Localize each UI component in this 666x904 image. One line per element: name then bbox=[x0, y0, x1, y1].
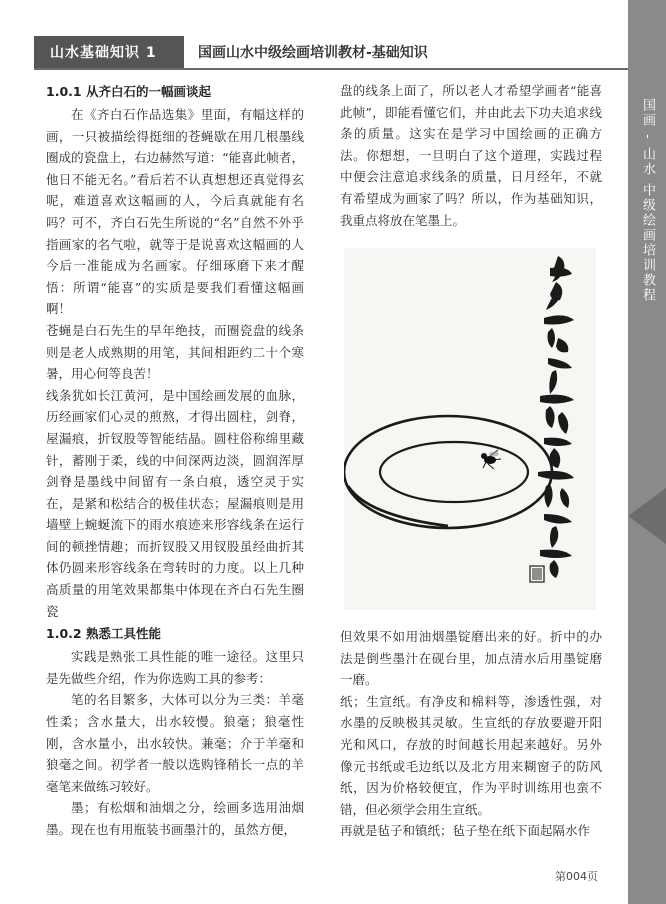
side-notch bbox=[628, 488, 666, 544]
calligraphy-brushwork bbox=[538, 256, 574, 578]
fly-icon bbox=[481, 450, 501, 469]
paragraph: 线条犹如长江黄河，是中国绘画发展的血脉，历经画家们心灵的煎熬，才得出圆柱，剑脊，屋漏痕，折钗股等智能结晶。圆柱俗称绵里藏针，蓄刚于柔，线的中间深两边淡，圆润浑厚剑脊是墨线中间留有一条白痕，透空灵于实在，是紧和松结合的极佳状态；屋漏痕则是用墙壁上蜿蜒流下的雨水痕迹来形容线条在运行间的顿挫情趣；而折钗股又用钗股虽经曲折其体仍圆来形容线条在弯转时的力度。以上几种高质量的用笔效果都集中体现在齐白石先生圈瓷 bbox=[46, 387, 304, 619]
left-column bbox=[46, 80, 304, 841]
header-rule bbox=[34, 68, 628, 70]
paragraph: 墨；有松烟和油烟之分，绘画多选用油烟墨。现在也有用瓶装书画墨汁的，虽然方便， bbox=[46, 800, 304, 837]
paragraph: 苍蝇是白石先生的早年绝技，而圈瓷盘的线条则是老人成熟期的用笔，其间相距约二十个寒暑，用心何等良苦！ bbox=[46, 322, 304, 382]
side-vertical-title: 国画 - 山水 中级绘画培训教程 bbox=[640, 98, 655, 304]
section-heading-2: 1.0.2 熟悉工具性能 bbox=[46, 626, 161, 642]
paragraph: 但效果不如用油烟墨锭磨出来的好。折中的办法是倒些墨汁在砚台里，加点清水后用墨锭磨一磨。 bbox=[340, 629, 602, 688]
paragraph: 在《齐白石作品选集》里面，有幅这样的画，一只被描绘得挺细的苍蝇歇在用几根墨线圈成的瓷盘上，右边赫然写道：“能喜此帧者，他日不能无名。”看后若不认真想想还真觉得玄呢，难道喜欢这幅画的人，今后真就能有名吗？可不，齐白石先生所说的“名”自然不外乎指画家的名气啦，就等于是说喜欢这幅画的人今后一准能成为名画家。仔细琢磨下来才醒悟：所谓“能喜”的实质是要我们看懂这幅画啊！ bbox=[46, 107, 304, 317]
painting-fly-on-plate bbox=[344, 248, 596, 610]
plate-inner-line bbox=[380, 442, 528, 502]
painting-image bbox=[344, 248, 596, 610]
paragraph: 笔的名目繁多，大体可以分为三类：羊毫性柔；含水量大，出水较慢。狼毫；狼毫性刚，含水量小，出水较快。兼毫；介于羊毫和狼毫之间。初学者一般以选购锋稍长一点的羊毫笔来做练习较好。 bbox=[46, 692, 304, 794]
right-column-top bbox=[340, 80, 602, 231]
plate-outer-line bbox=[344, 416, 552, 528]
section-tab: 山水基础知识 1 bbox=[34, 36, 184, 68]
paragraph: 盘的线条上面了，所以老人才希望学画者“能喜此帧”，即能看懂它们，并由此去下功夫追求线条的质量。这实在是学习中国绘画的正确方法。你想想，一旦明白了这个道理，实践过程中便会注意追求线条的质量，日月经年，不就有希望成为画家了吗？所以，作为基础知识，我重点将放在笔墨上。 bbox=[340, 83, 602, 228]
paragraph: 实践是熟张工具性能的唯一途径。这里只是先做些介绍，作为你选购工具的参考： bbox=[46, 649, 304, 686]
page-header-title: 国画山水中级绘画培训教材-基础知识 bbox=[198, 45, 428, 61]
paragraph: 纸；生宣纸。有净皮和棉料等，渗透性强，对水墨的反映极其灵敏。生宣纸的存放要避开阳光和风口，存放的时间越长用起来越好。另外像元书纸或毛边纸以及北方用来糊窗子的防风纸，因为价格较便宜，作为平时训练用也蛮不错，但必须学会用生宣纸。 bbox=[340, 693, 602, 817]
right-column-bottom bbox=[340, 626, 602, 842]
section-heading-1: 1.0.1 从齐白石的一幅画谈起 bbox=[46, 84, 211, 99]
page-number: 第004页 bbox=[555, 870, 598, 883]
paragraph: 再就是毡子和镇纸；毡子垫在纸下面起隔水作 bbox=[340, 823, 591, 839]
